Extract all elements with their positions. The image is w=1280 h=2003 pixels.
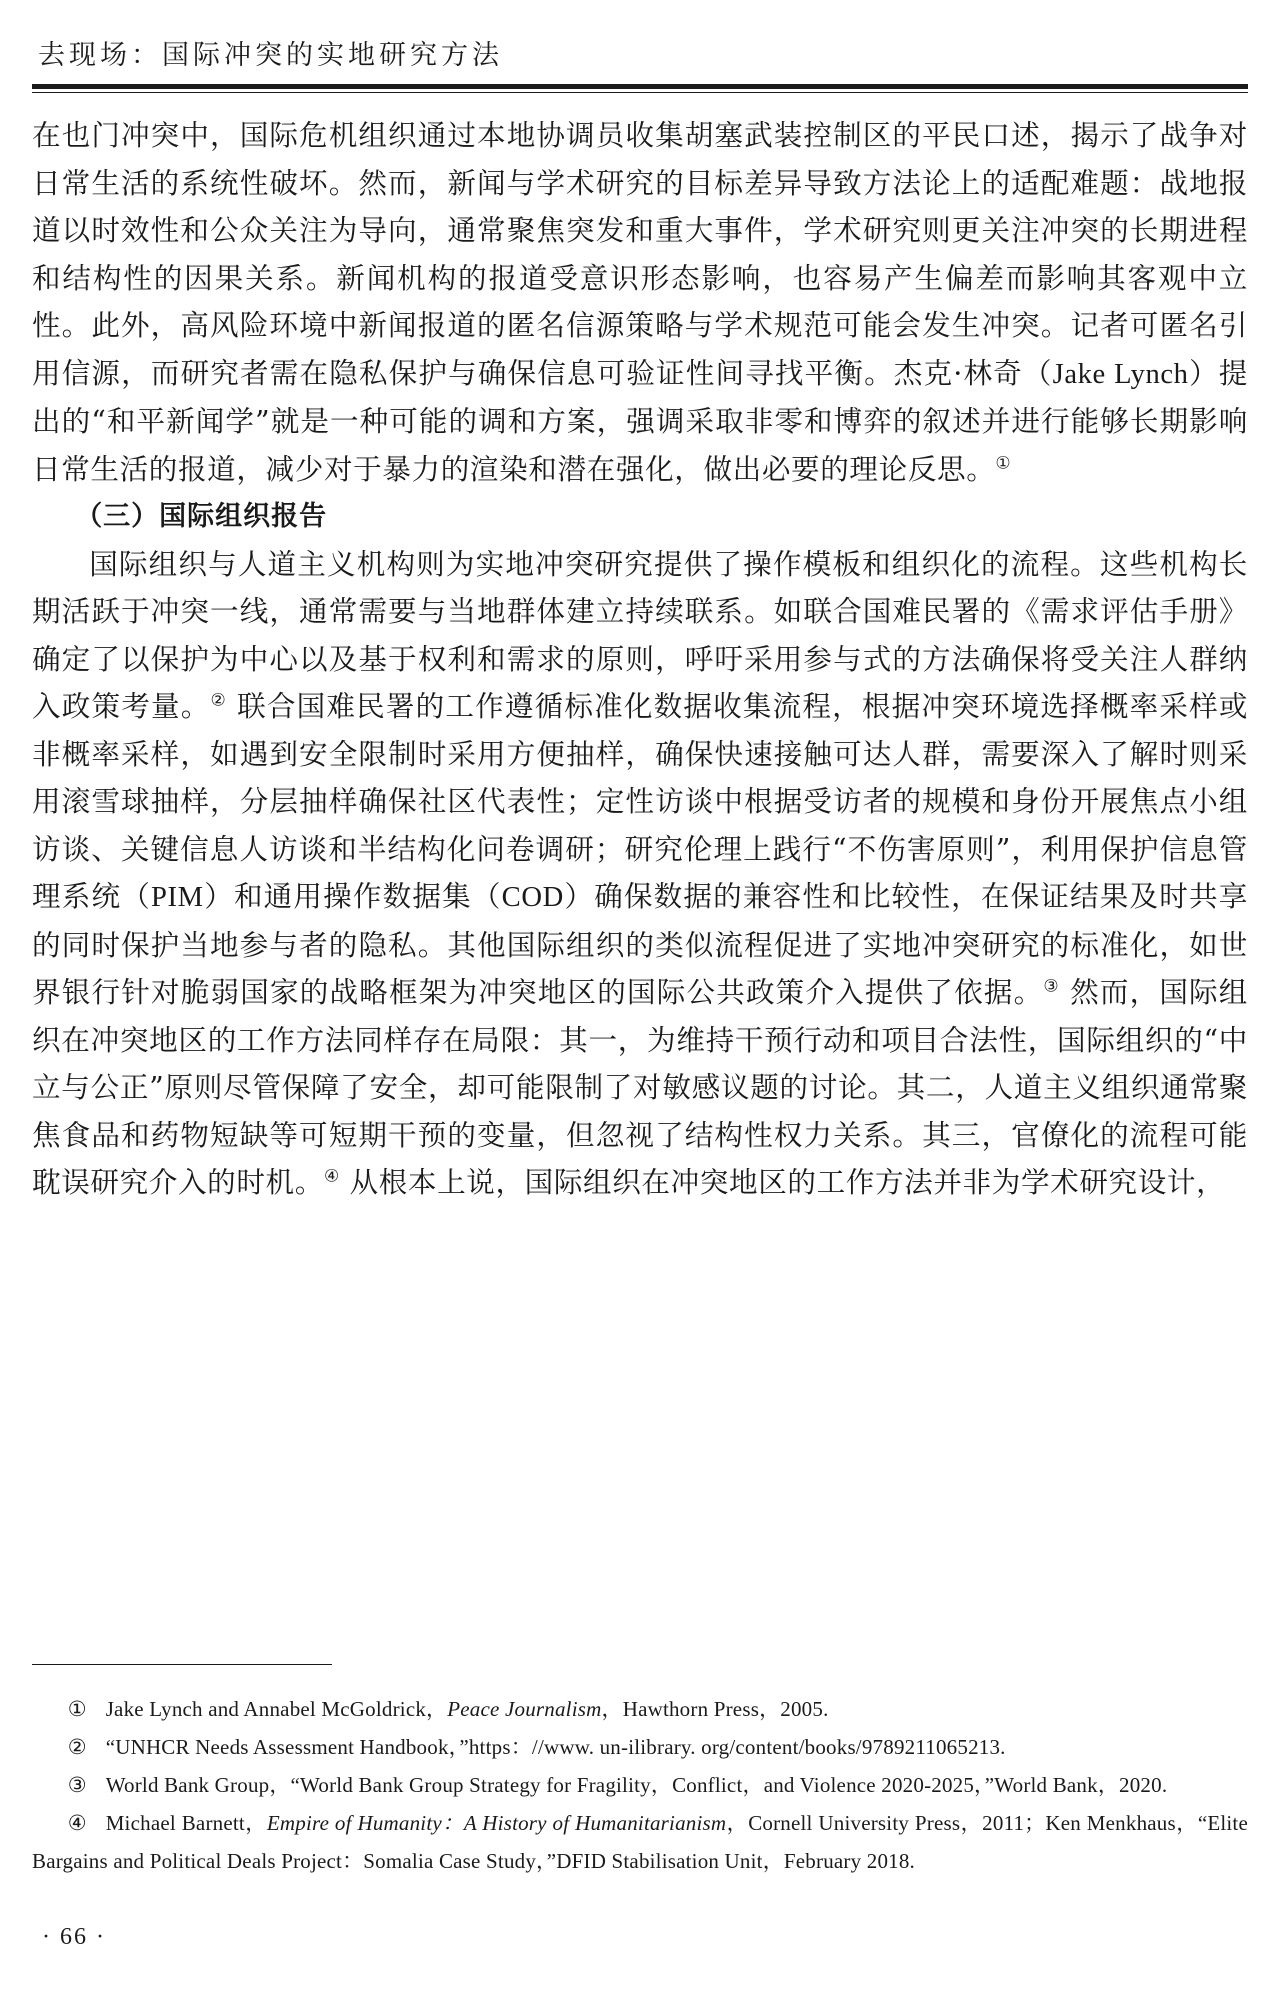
paragraph-2-seg-1: 国际组织与人道主义机构则为实地冲突研究提供了操作模板和组织化的流程。这些机构长期活跃于冲突一线，通常需要与当地群体建立持续联系。如联合国难民署的《需求评估手册》确定了以保护为中心以及基于权利和需求的原则，呼吁采用参与式的方法确保将受关注人群纳入政策考量。 bbox=[32, 546, 1248, 723]
paragraph-2-seg-6: 从根本上说，国际组织在冲突地区的工作方法并非为学术研究设计， bbox=[339, 1165, 1226, 1199]
footnote-ref-2[interactable]: ② bbox=[210, 690, 227, 711]
paragraph-2-seg-4: ）确保数据的兼容性和比较性，在保证结果及时共享的同时保护当地参与者的隐私。其他国际组织的类似流程促进了实地冲突研究的标准化，如世界银行针对脆弱国家的战略框架为冲突地区的国际公共政策介入提供了依据。 bbox=[32, 879, 1248, 1009]
page-number: · 66 · bbox=[42, 1924, 106, 1950]
footnote-number: ④ bbox=[67, 1811, 87, 1835]
footnote-number: ① bbox=[67, 1697, 87, 1721]
paragraph-continued bbox=[32, 112, 1248, 493]
footnote-2 bbox=[32, 1728, 1248, 1766]
footnote-text-tail: ，Cornell University Press，2011；Ken Menkhaus，“Elite Bargains and Political Deals Project：Somalia Case Study，”DFID Stabilisation Unit，February 2018. bbox=[32, 1811, 1248, 1873]
paragraph-international-orgs bbox=[32, 541, 1248, 1207]
footnote-ref-3[interactable]: ③ bbox=[1043, 976, 1060, 997]
footnote-1 bbox=[32, 1690, 1248, 1728]
running-head: 去现场：国际冲突的实地研究方法 bbox=[38, 40, 503, 71]
footnote-text: “UNHCR Needs Assessment Handbook，”https：//www. un-ilibrary. org/content/books/9789211065213. bbox=[105, 1735, 1006, 1759]
footnote-book-title: Peace Journalism bbox=[447, 1697, 602, 1721]
footnote-4 bbox=[32, 1804, 1248, 1880]
footnotes bbox=[32, 1690, 1248, 1880]
paragraph-2-seg-2: 联合国难民署的工作遵循标准化数据收集流程，根据冲突环境选择概率采样或非概率采样，如遇到安全限制时采用方便抽样，确保快速接触可达人群，需要深入了解时则采用滚雪球抽样，分层抽样确保社区代表性；定性访谈中根据受访者的规模和身份开展焦点小组访谈、关键信息人访谈和半结构化问卷调研；研究伦理上践行“不伤害原则”，利用保护信息管理系统（ bbox=[32, 689, 1249, 913]
footnote-ref-1[interactable]: ① bbox=[995, 452, 1012, 473]
paragraph-1-text-a: 在也门冲突中，国际危机组织通过本地协调员收集胡塞武装控制区的平民口述，揭示了战争对日常生活的系统性破坏。然而，新闻与学术研究的目标差异导致方法论上的适配难题：战地报道以时效性和公众关注为导向，通常聚焦突发和重大事件，学术研究则更关注冲突的长期进程和结构性的因果关系。新闻机构的报道受意识形态影响，也容易产生偏差而影响其客观中立性。此外，高风险环境中新闻报道的匿名信源策略与学术规范可能会发生冲突。记者可匿名引用信源，而研究者需在隐私保护与确保信息可验证性间寻找平衡。杰克·林奇（ bbox=[32, 118, 1248, 390]
paragraph-2-seg-3: ）和通用操作数据集（ bbox=[203, 879, 502, 913]
body-text bbox=[32, 112, 1248, 1207]
header-rule-thin bbox=[32, 92, 1248, 93]
footnote-book-title: Empire of Humanity：A History of Humanitarianism bbox=[266, 1811, 727, 1835]
paper-page bbox=[32, 0, 1248, 2003]
footnote-separator bbox=[32, 1664, 332, 1665]
footnote-3 bbox=[32, 1766, 1248, 1804]
footnote-number: ③ bbox=[67, 1773, 87, 1797]
footnote-text: Jake Lynch and Annabel McGoldrick， bbox=[105, 1697, 448, 1721]
footnote-text: Michael Barnett， bbox=[105, 1811, 267, 1835]
header-rule-thick bbox=[32, 84, 1248, 89]
paragraph-1-text-b: ）提出的“和平新闻学”就是一种可能的调和方案，强调采取非零和博弈的叙述并进行能够长期影响日常生活的报道，减少对于暴力的渲染和潜在强化，做出必要的理论反思。 bbox=[32, 355, 1248, 486]
footnote-ref-4[interactable]: ④ bbox=[323, 1166, 340, 1187]
section-heading: （三）国际组织报告 bbox=[75, 501, 328, 532]
footnote-number: ② bbox=[67, 1735, 87, 1759]
footnote-text: World Bank Group，“World Bank Group Strategy for Fragility，Conflict，and Violence 2020-2025，”World Bank，2020. bbox=[105, 1773, 1168, 1797]
paragraph-2-seg-5: 然而，国际组织在冲突地区的工作方法同样存在局限：其一，为维持干预行动和项目合法性，国际组织的“中立与公正”原则尽管保障了安全，却可能限制了对敏感议题的讨论。其二，人道主义组织通常聚焦食品和药物短缺等可短期干预的变量，但忽视了结构性权力关系。其三，官僚化的流程可能耽误研究介入的时机。 bbox=[32, 975, 1249, 1199]
author-name-latin: Jake Lynch bbox=[1052, 358, 1189, 390]
footnote-text-tail: ，Hawthorn Press，2005. bbox=[601, 1697, 829, 1721]
abbr-pim: PIM bbox=[150, 882, 204, 913]
abbr-cod: COD bbox=[501, 882, 564, 913]
